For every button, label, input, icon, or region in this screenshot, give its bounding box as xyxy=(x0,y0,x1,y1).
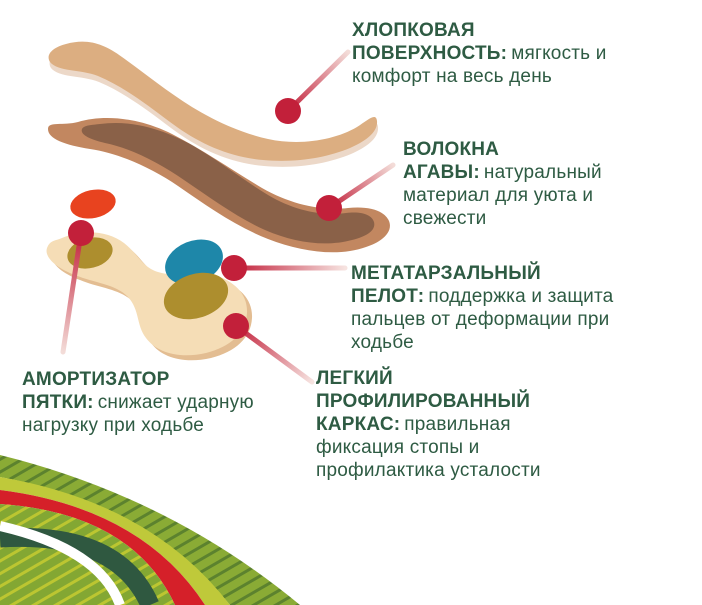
callout-body: натуральный материал для уюта и свежести xyxy=(403,162,602,229)
marker-dot-metatarsal xyxy=(221,255,247,281)
callout-body: правильная фиксация стопы и профилактика усталости xyxy=(316,414,541,481)
marker-dot-frame xyxy=(223,313,249,339)
callout-heading: МЕТАТАРЗАЛЬНЫЙ ПЕЛОТ: xyxy=(351,263,541,307)
callout-profiled-frame xyxy=(316,367,556,482)
callout-metatarsal-pad xyxy=(351,262,636,354)
callout-body: поддержка и защита пальцев от деформации при ходьбе xyxy=(351,286,614,353)
callout-cotton-surface xyxy=(352,19,612,88)
marker-dot-heel xyxy=(68,220,94,246)
callout-heading: АМОРТИЗАТОР ПЯТКИ: xyxy=(22,369,170,413)
callout-agave-fibers xyxy=(403,138,648,230)
callout-heading: ЛЕГКИЙ ПРОФИЛИРОВАННЫЙ КАРКАС: xyxy=(316,368,531,435)
callout-heading: ХЛОПКОВАЯ ПОВЕРХНОСТЬ: xyxy=(352,20,508,64)
heel-absorber-orange-pad xyxy=(68,186,119,223)
wave-decoration xyxy=(0,455,300,605)
callout-heading: ВОЛОКНА АГАВЫ: xyxy=(403,139,500,183)
callout-body: снижает ударную нагрузку при ходьбе xyxy=(22,392,254,436)
marker-dot-agave xyxy=(316,195,342,221)
callout-body: мягкость и комфорт на весь день xyxy=(352,43,607,87)
marker-dot-cotton xyxy=(275,98,301,124)
callout-heel-absorber xyxy=(22,368,267,437)
